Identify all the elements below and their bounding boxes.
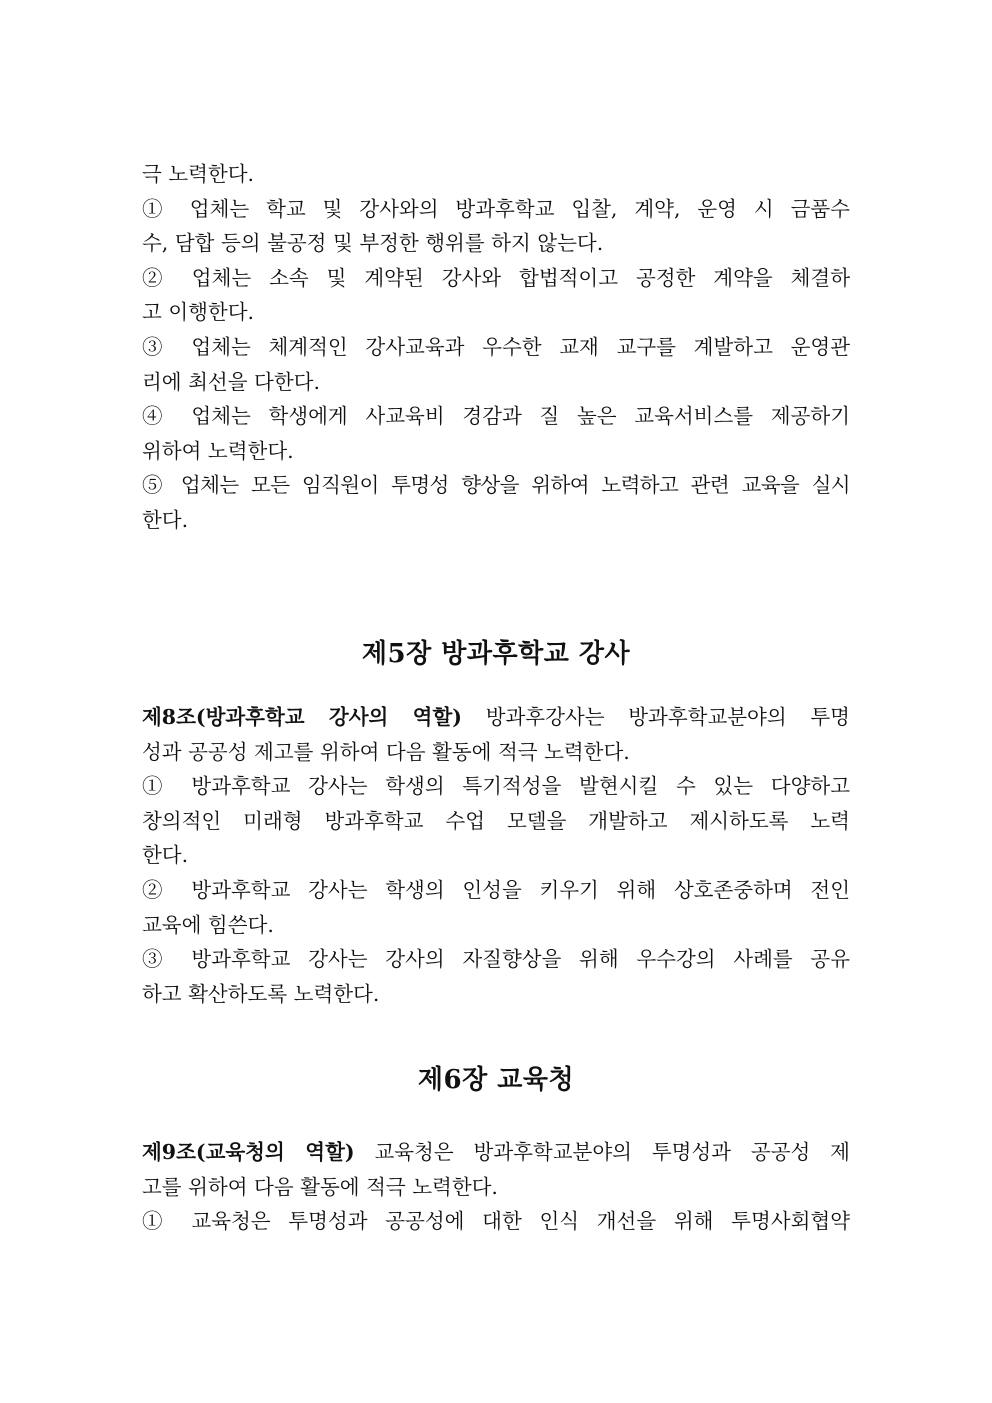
clause-2-line-cont: 교육에 힘쓴다. (142, 912, 274, 937)
clause-3-line-cont: 리에 최선을 다한다. (142, 369, 320, 394)
clause-3-line: ③ 업체는 체계적인 강사교육과 우수한 교재 교구를 계발하고 운영관 (142, 334, 850, 359)
article-9-heading: 제9조(교육청의 역할) (142, 1140, 355, 1164)
article-8-first-line (142, 700, 850, 735)
clause-1-line-cont: 창의적인 미래형 방과후학교 수업 모델을 개발하고 제시하도록 노력 (142, 808, 850, 833)
clause-1-line: ① 방과후학교 강사는 학생의 특기적성을 발현시킬 수 있는 다양하고 (142, 774, 850, 799)
clause-1-line: ① 업체는 학교 및 강사와의 방과후학교 입찰, 계약, 운영 시 금품수 (142, 196, 850, 221)
article-9-first-line (142, 1135, 850, 1170)
clause-4-line-cont: 위하여 노력한다. (142, 438, 294, 463)
text-line: 극 노력한다. (142, 162, 255, 186)
chapter-5-title: 제5장 방과후학교 강사 (361, 639, 631, 669)
chapter-6-title: 제6장 교육청 (417, 1065, 575, 1095)
clause-1-line-end: 한다. (142, 843, 189, 868)
clause-4-line: ④ 업체는 학생에게 사교육비 경감과 질 높은 교육서비스를 제공하기 (142, 404, 850, 429)
clause-2-line: ② 방과후학교 강사는 학생의 인성을 키우기 위해 상호존중하며 전인 (142, 877, 850, 902)
clause-2-line-cont: 고 이행한다. (142, 300, 255, 325)
clause-3-line: ③ 방과후학교 강사는 강사의 자질향상을 위해 우수강의 사례를 공유 (142, 947, 850, 972)
clause-1-line-cont: 수, 담합 등의 불공정 및 부정한 행위를 하지 않는다. (142, 231, 604, 256)
article-9-section (142, 1135, 850, 1239)
article-8-section (142, 700, 850, 1011)
text-line: 성과 공공성 제고를 위하여 다음 활동에 적극 노력한다. (142, 739, 630, 764)
article-9-intro: 교육청은 방과후학교분야의 투명성과 공공성 제 (354, 1140, 850, 1164)
clause-5-line: ⑤ 업체는 모든 임직원이 투명성 향상을 위하여 노력하고 관련 교육을 실시 (142, 473, 850, 498)
clause-3-line-cont: 하고 확산하도록 노력한다. (142, 981, 380, 1006)
clause-2-line: ② 업체는 소속 및 계약된 강사와 합법적이고 공정한 계약을 체결하 (142, 265, 850, 290)
clause-5-line-cont: 한다. (142, 507, 189, 532)
article-8-heading: 제8조(방과후학교 강사의 역할) (142, 705, 462, 729)
text-line: 고를 위하여 다음 활동에 적극 노력한다. (142, 1174, 498, 1199)
clause-1-line: ① 교육청은 투명성과 공공성에 대한 인식 개선을 위해 투명사회협약 (142, 1209, 850, 1234)
article-8-intro: 방과후강사는 방과후학교분야의 투명 (461, 705, 850, 729)
contractor-obligations-section (142, 157, 850, 538)
